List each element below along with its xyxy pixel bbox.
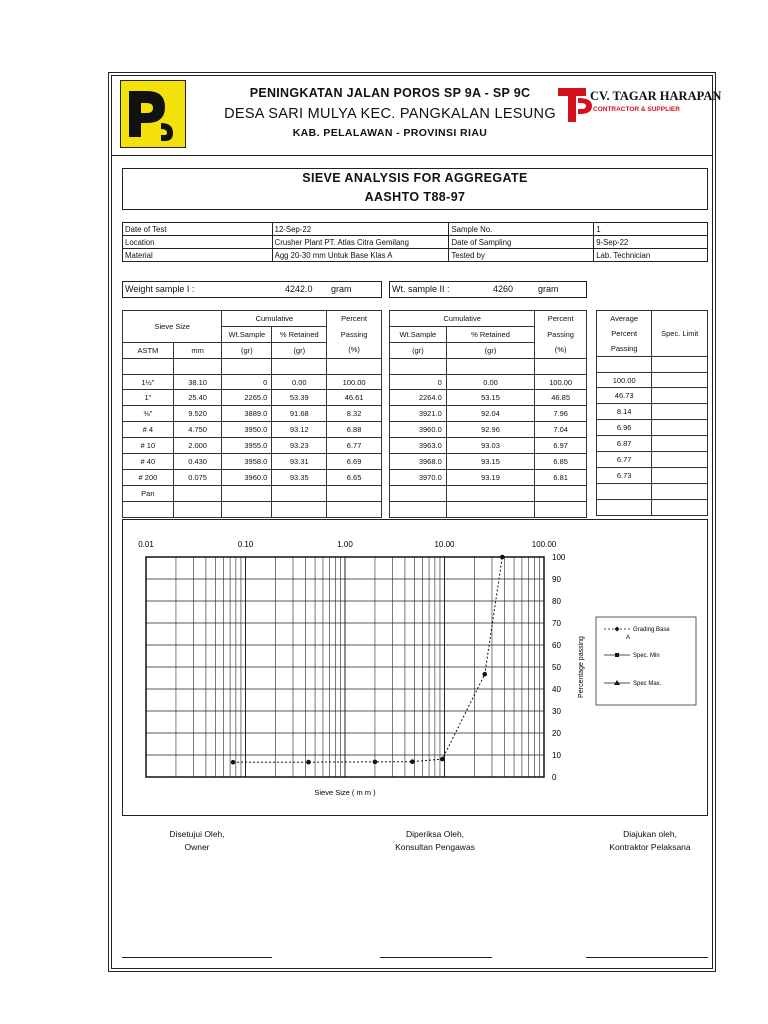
weight-sample-2-label: Wt. sample II : <box>392 284 450 294</box>
table-row <box>390 390 587 406</box>
wt-sample-cell: 2264.0 <box>390 390 447 406</box>
gr-unit-header: (gr) <box>222 342 272 358</box>
pct-retained-cell: 92.04 <box>446 406 534 422</box>
material-label: Material <box>123 249 273 262</box>
date-of-test-label: Date of Test <box>123 223 273 236</box>
spec-header-spacer <box>652 341 708 356</box>
pct-retained-cell: 93.35 <box>272 469 327 485</box>
date-of-sampling-label: Date of Sampling <box>449 236 594 249</box>
signature-consultant-label: Diperiksa Oleh, <box>405 829 465 839</box>
x-tick-label: 1.00 <box>337 540 353 549</box>
y-tick-label: 80 <box>552 597 561 606</box>
table-header-row <box>597 341 708 356</box>
table-header-row <box>597 311 708 326</box>
table-row <box>390 406 587 422</box>
pct-retained-cell: 93.03 <box>446 438 534 454</box>
y-tick-label: 40 <box>552 685 561 694</box>
location-value: Crusher Plant PT. Atlas Citra Gemilang <box>272 236 449 249</box>
sieve-table-1 <box>122 310 382 518</box>
header-divider <box>111 155 713 156</box>
table-header-row <box>390 326 587 342</box>
pct-passing-cell <box>535 485 587 501</box>
pct-retained-cell: 0.00 <box>446 374 534 390</box>
spec-limit-cell <box>652 372 708 388</box>
pct-retained-cell: 93.15 <box>446 454 534 470</box>
table-row <box>123 374 382 390</box>
legend-label: Spec. Min <box>633 653 660 659</box>
signature-owner-label: Disetujui Oleh, <box>169 829 225 839</box>
wt-sample-cell: 3963.0 <box>390 438 447 454</box>
average-table <box>596 310 708 516</box>
wt-sample-cell: 3968.0 <box>390 454 447 470</box>
y-axis-label: Percentage passing <box>578 636 585 698</box>
table-row <box>597 452 708 468</box>
pct-retained-cell: 92.96 <box>446 422 534 438</box>
info-row <box>123 223 708 236</box>
table-spacer-row <box>597 499 708 515</box>
table-row <box>123 406 382 422</box>
table-row <box>123 422 382 438</box>
legend-label: Grading Base A <box>626 627 670 641</box>
info-row <box>123 249 708 262</box>
pct-passing-cell: 46.61 <box>327 390 382 406</box>
pct-unit-header: (%) <box>327 342 382 358</box>
project-location: DESA SARI MULYA KEC. PANGKALAN LESUNG <box>224 106 556 122</box>
y-tick-label: 30 <box>552 707 561 716</box>
average-passing-cell: 8.14 <box>597 404 652 420</box>
pct-passing-cell: 6.97 <box>535 438 587 454</box>
mm-cell: 0.430 <box>173 454 222 470</box>
table-row <box>123 469 382 485</box>
average-passing-cell: 6.96 <box>597 420 652 436</box>
pct-retained-cell: 53.39 <box>272 390 327 406</box>
astm-header: ASTM <box>123 342 174 358</box>
spec-limit-cell <box>652 452 708 468</box>
mm-header: mm <box>173 342 222 358</box>
wt-sample-cell: 3950.0 <box>222 422 272 438</box>
y-tick-label: 50 <box>552 663 561 672</box>
pct-retained-header: % Retained <box>446 326 534 342</box>
material-value: Agg 20-30 mm Untuk Base Klas A <box>272 249 449 262</box>
wt-sample-cell: 3960.0 <box>222 469 272 485</box>
table-row <box>123 438 382 454</box>
y-tick-label: 20 <box>552 729 561 738</box>
sample-no-value: 1 <box>594 223 708 236</box>
document-title: SIEVE ANALYSIS FOR AGGREGATE <box>302 171 528 185</box>
pct-retained-cell <box>272 485 327 501</box>
info-table <box>122 222 708 262</box>
pct-retained-cell <box>446 485 534 501</box>
spec-limit-cell <box>652 467 708 483</box>
mm-cell: 0.075 <box>173 469 222 485</box>
spec-limit-cell <box>652 388 708 404</box>
table-header-row <box>597 326 708 341</box>
wt-sample-cell <box>222 485 272 501</box>
date-of-sampling-value: 9-Sep-22 <box>594 236 708 249</box>
wt-sample-cell: 3955.0 <box>222 438 272 454</box>
table-row <box>123 485 382 501</box>
average-passing-cell: 100.00 <box>597 372 652 388</box>
pct-passing-cell: 6.77 <box>327 438 382 454</box>
average-passing-cell: 46.73 <box>597 388 652 404</box>
x-tick-label: 0.10 <box>237 540 254 549</box>
gr-unit-header: (gr) <box>272 342 327 358</box>
table-row <box>390 422 587 438</box>
pct-retained-cell: 0.00 <box>272 374 327 390</box>
table-spacer-row <box>597 356 708 372</box>
table-header-row <box>123 311 382 327</box>
location-label: Location <box>123 236 273 249</box>
document-standard: AASHTO T88-97 <box>364 190 466 204</box>
sieve-size-header: Sieve Size <box>123 311 222 343</box>
signature-consultant-role: Konsultan Pengawas <box>395 842 475 852</box>
weight-sample-2-value: 4260 <box>493 284 514 294</box>
mm-cell: 9.520 <box>173 406 222 422</box>
date-of-test-value: 12-Sep-22 <box>272 223 449 236</box>
table-row <box>123 390 382 406</box>
pct-passing-cell <box>327 485 382 501</box>
data-point <box>231 760 236 765</box>
average-passing-cell: 6.77 <box>597 452 652 468</box>
astm-cell: 1" <box>123 390 174 406</box>
weight-sample-1-unit: gram <box>331 284 352 294</box>
pct-passing-cell: 7.96 <box>535 406 587 422</box>
y-tick-label: 0 <box>552 773 557 782</box>
table-row <box>597 436 708 452</box>
spec-limit-cell <box>652 483 708 499</box>
passing-header: Passing <box>327 326 382 342</box>
data-point <box>373 760 378 765</box>
average-passing-cell: 6.73 <box>597 467 652 483</box>
spec-limit-header: Spec. Limit <box>652 326 708 341</box>
table-spacer-row <box>123 501 382 517</box>
y-tick-label: 10 <box>552 751 561 760</box>
table-header-row <box>390 311 587 327</box>
sieve-table-2 <box>389 310 587 518</box>
signature-line-consultant <box>380 957 492 958</box>
percent-header: Percent <box>327 311 382 327</box>
signature-line-owner <box>122 957 272 958</box>
table-row <box>597 388 708 404</box>
data-point <box>440 757 445 762</box>
percent-header: Percent <box>535 311 587 327</box>
gr-unit-header: (gr) <box>390 342 447 358</box>
astm-cell: # 4 <box>123 422 174 438</box>
wt-sample-cell: 2265.0 <box>222 390 272 406</box>
pct-passing-cell: 6.65 <box>327 469 382 485</box>
weight-sample-1-label: Weight sample I : <box>125 284 195 294</box>
y-tick-label: 60 <box>552 641 561 650</box>
table-row <box>390 374 587 390</box>
legend-label: Spec Max. <box>633 681 662 687</box>
wt-sample-cell: 3970.0 <box>390 469 447 485</box>
pct-retained-cell: 91.68 <box>272 406 327 422</box>
y-tick-label: 90 <box>552 575 561 584</box>
spec-limit-cell <box>652 420 708 436</box>
table-row <box>597 372 708 388</box>
data-point <box>410 759 415 764</box>
data-point <box>306 760 311 765</box>
spec-limit-cell <box>652 404 708 420</box>
y-tick-label: 70 <box>552 619 561 628</box>
table-row <box>597 467 708 483</box>
pct-passing-cell: 6.88 <box>327 422 382 438</box>
legend-triangle-marker <box>614 680 620 685</box>
table-header-row <box>390 342 587 358</box>
pct-retained-cell: 93.12 <box>272 422 327 438</box>
x-tick-label: 10.00 <box>434 540 455 549</box>
cumulative-header: Cumulative <box>390 311 535 327</box>
pct-passing-cell: 6.69 <box>327 454 382 470</box>
table-row <box>123 454 382 470</box>
tested-by-value: Lab. Technician <box>594 249 708 262</box>
grading-chart <box>122 519 708 816</box>
company-name: CV. TAGAR HARAPAN <box>590 89 722 103</box>
wt-sample-cell: 3958.0 <box>222 454 272 470</box>
wt-sample-cell: 0 <box>222 374 272 390</box>
pct-passing-cell: 46.85 <box>535 390 587 406</box>
mm-cell: 38.10 <box>173 374 222 390</box>
average-header: Average <box>597 311 652 326</box>
average-passing-cell: 6.87 <box>597 436 652 452</box>
wt-sample-cell: 3889.0 <box>222 406 272 422</box>
legend-diamond-marker <box>615 627 620 632</box>
astm-cell: # 200 <box>123 469 174 485</box>
pct-passing-cell: 100.00 <box>327 374 382 390</box>
pct-retained-cell: 93.19 <box>446 469 534 485</box>
astm-cell: # 10 <box>123 438 174 454</box>
data-point <box>500 555 505 560</box>
y-tick-label: 100 <box>552 553 566 562</box>
passing-header: Passing <box>597 341 652 356</box>
pct-retained-cell: 53.15 <box>446 390 534 406</box>
sample-no-label: Sample No. <box>449 223 594 236</box>
data-point <box>482 672 487 677</box>
pct-passing-cell: 6.81 <box>535 469 587 485</box>
astm-cell: ⅜" <box>123 406 174 422</box>
gr-unit-header: (gr) <box>446 342 534 358</box>
x-axis-label: Sieve Size ( m m ) <box>314 788 376 797</box>
average-passing-cell <box>597 483 652 499</box>
x-tick-label: 0.01 <box>138 540 154 549</box>
mm-cell: 2.000 <box>173 438 222 454</box>
wt-sample-cell: 0 <box>390 374 447 390</box>
wt-sample-cell <box>390 485 447 501</box>
table-header-row <box>123 342 382 358</box>
table-row <box>597 404 708 420</box>
tested-by-label: Tested by <box>449 249 594 262</box>
table-spacer-row <box>390 501 587 517</box>
signature-contractor-label: Diajukan oleh, <box>623 829 677 839</box>
table-row <box>597 420 708 436</box>
astm-cell: 1½" <box>123 374 174 390</box>
table-row <box>390 438 587 454</box>
signature-owner-role: Owner <box>184 842 210 852</box>
astm-cell: # 40 <box>123 454 174 470</box>
wt-sample-cell: 3921.0 <box>390 406 447 422</box>
percent-header: Percent <box>597 326 652 341</box>
legend-square-marker <box>615 653 619 657</box>
signature-contractor-role: Kontraktor Pelaksana <box>609 842 691 852</box>
weight-sample-1-value: 4242.0 <box>285 284 313 294</box>
pct-passing-cell: 6.85 <box>535 454 587 470</box>
weight-sample-1-box <box>122 281 382 298</box>
mm-cell: 4.750 <box>173 422 222 438</box>
pct-retained-cell: 93.23 <box>272 438 327 454</box>
info-row <box>123 236 708 249</box>
project-region: KAB. PELALAWAN - PROVINSI RIAU <box>292 127 488 139</box>
mm-cell <box>173 485 222 501</box>
company-tagline: CONTRACTOR & SUPPLIER <box>593 106 680 113</box>
table-row <box>597 483 708 499</box>
pct-passing-cell: 100.00 <box>535 374 587 390</box>
table-row <box>390 454 587 470</box>
project-title: PENINGKATAN JALAN POROS SP 9A - SP 9C <box>249 86 531 100</box>
table-row <box>390 469 587 485</box>
passing-header: Passing <box>535 326 587 342</box>
spec-header-spacer <box>652 311 708 326</box>
pct-retained-header: % Retained <box>272 326 327 342</box>
pct-passing-cell: 8.32 <box>327 406 382 422</box>
signature-line-contractor <box>586 957 708 958</box>
weight-sample-2-unit: gram <box>538 284 559 294</box>
table-spacer-row <box>123 358 382 374</box>
wt-sample-header: Wt.Sample <box>222 326 272 342</box>
spec-limit-cell <box>652 436 708 452</box>
weight-sample-2-box <box>389 281 587 298</box>
x-tick-label: 100.00 <box>531 540 557 549</box>
pct-passing-cell: 7.04 <box>535 422 587 438</box>
table-row <box>390 485 587 501</box>
mm-cell: 25.40 <box>173 390 222 406</box>
wt-sample-cell: 3960.0 <box>390 422 447 438</box>
astm-cell: Pan <box>123 485 174 501</box>
pct-retained-cell: 93.31 <box>272 454 327 470</box>
series-line-grading <box>233 557 502 762</box>
pct-unit-header: (%) <box>535 342 587 358</box>
cumulative-header: Cumulative <box>222 311 327 327</box>
table-spacer-row <box>390 358 587 374</box>
wt-sample-header: Wt.Sample <box>390 326 447 342</box>
